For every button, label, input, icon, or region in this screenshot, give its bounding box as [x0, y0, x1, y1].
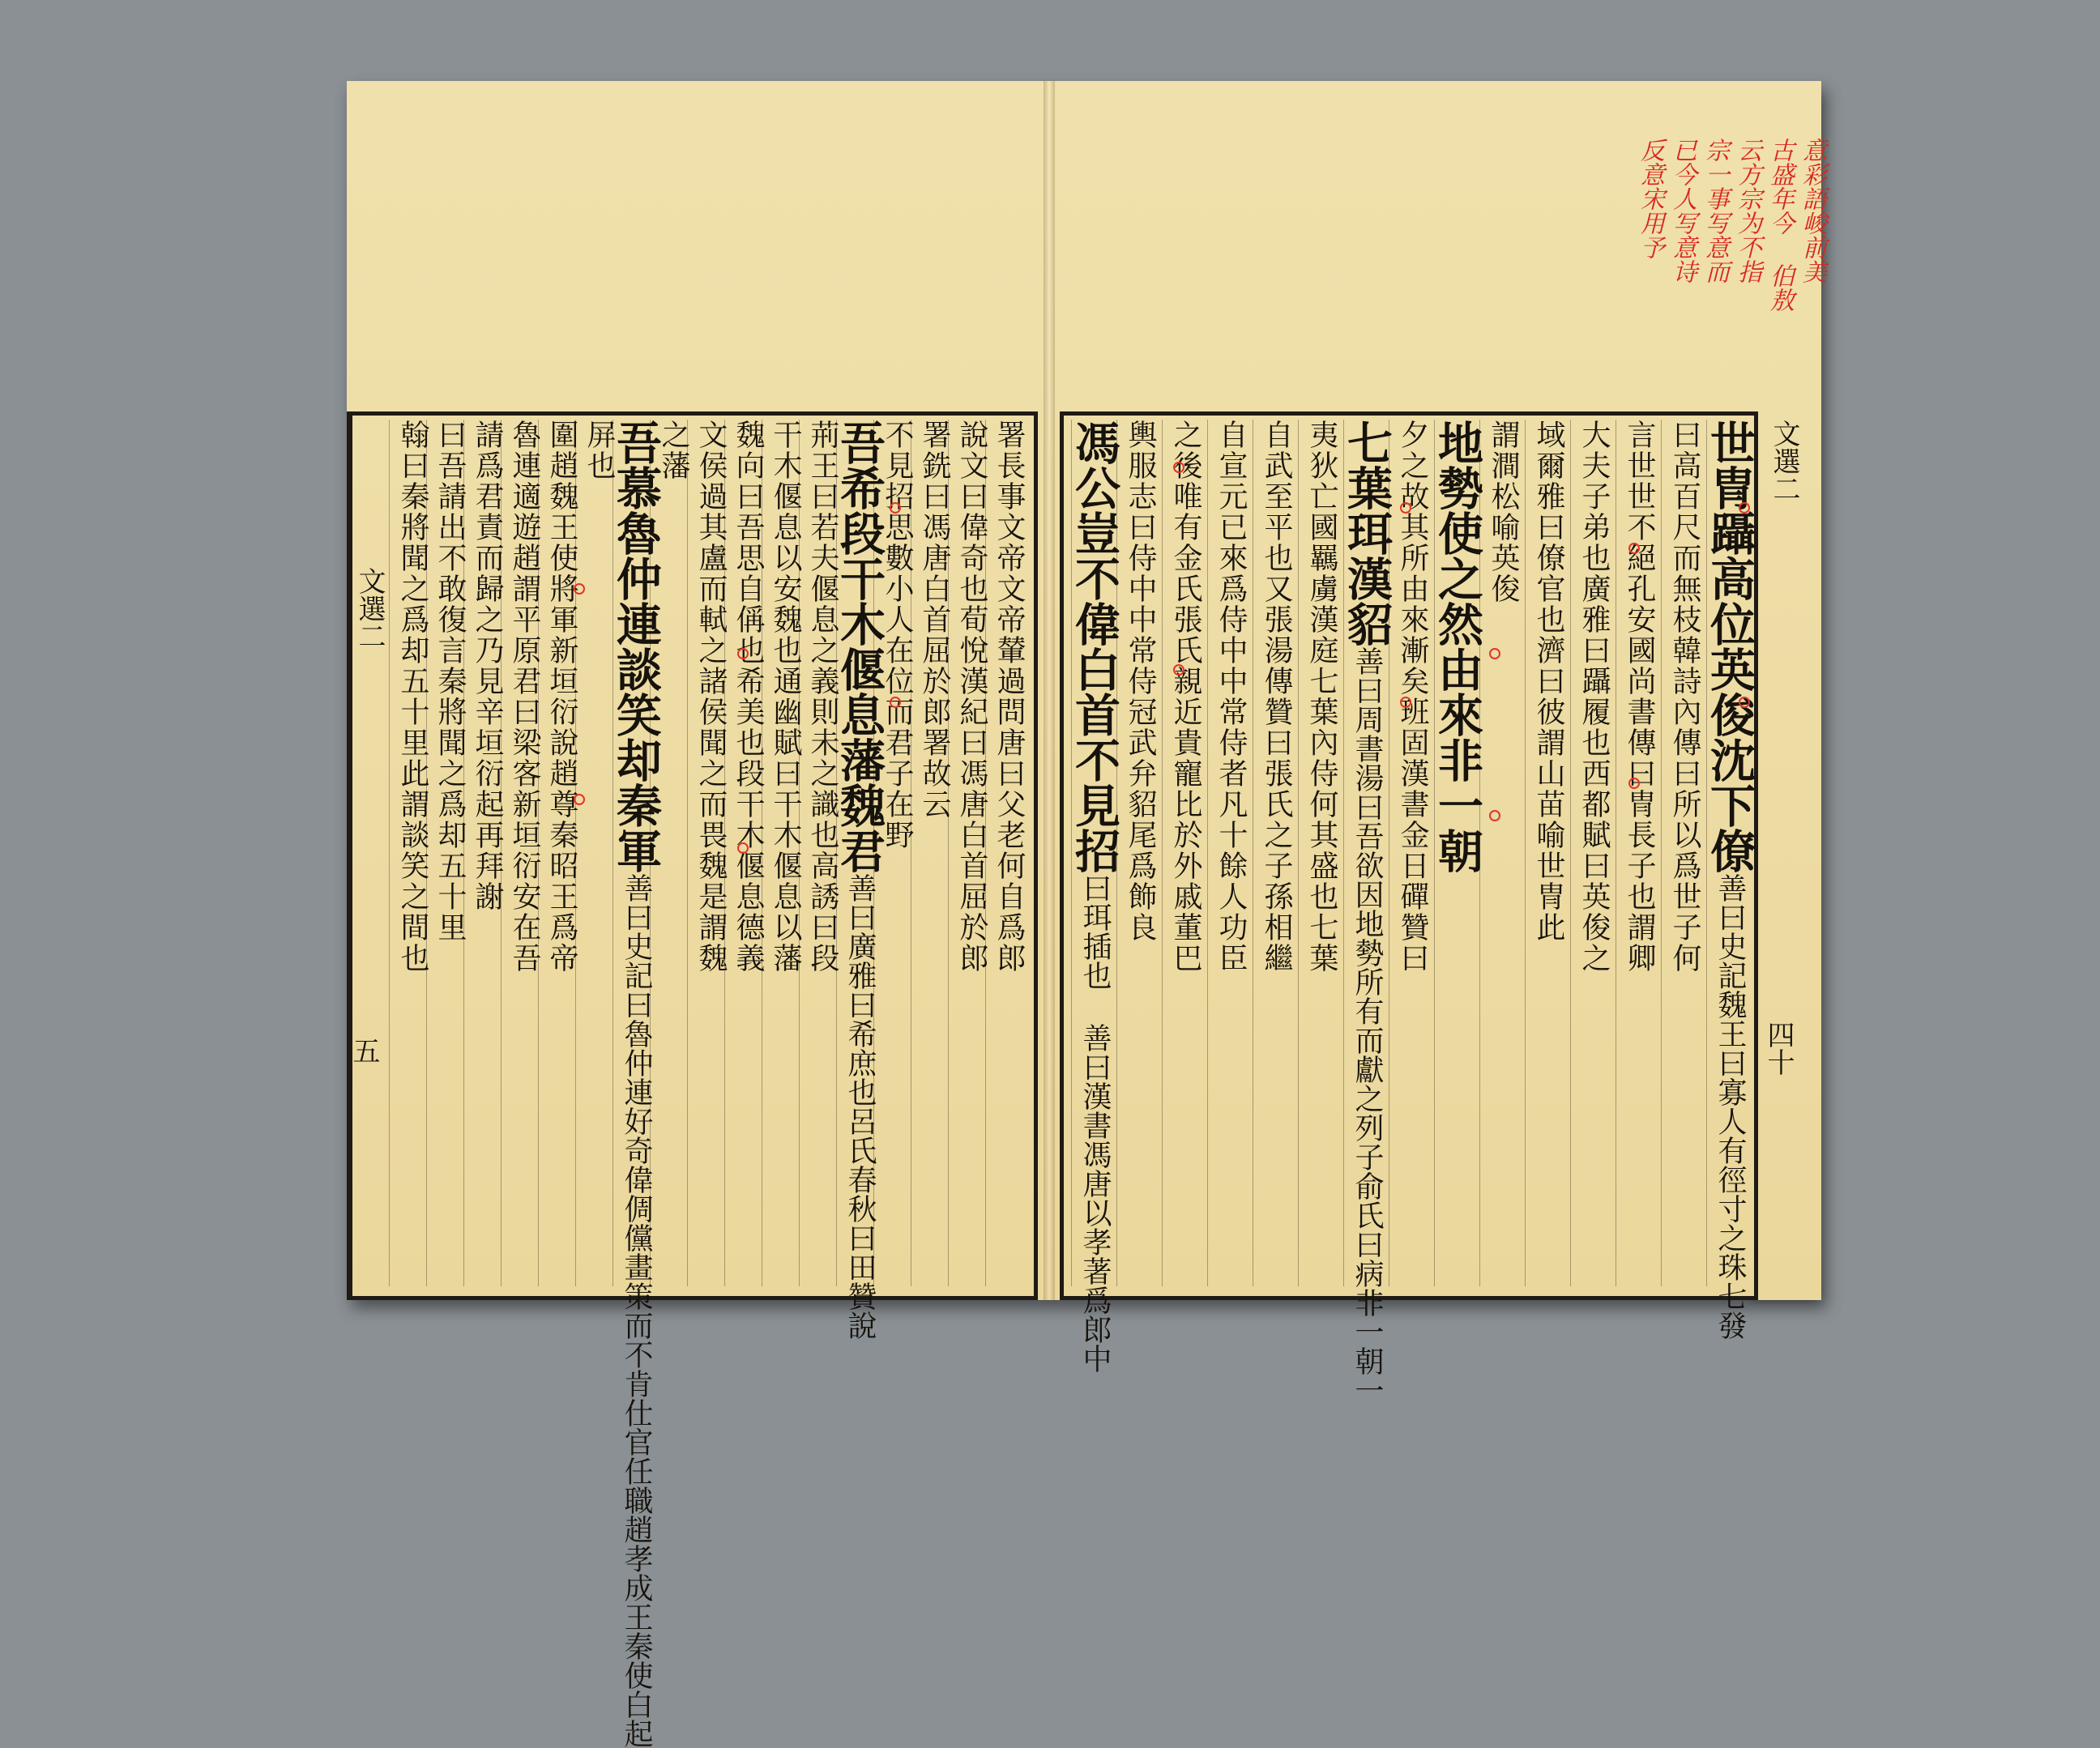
left_page-column: 圍趙魏王使將軍新垣衍說趙尊秦昭王爲帝	[545, 420, 578, 974]
column-rule	[1434, 420, 1435, 1286]
column-rule	[1706, 420, 1707, 1286]
right_page-column: 大夫子弟也廣雅曰躡履也西都賦曰英俊之	[1577, 420, 1611, 974]
left_page-column	[609, 420, 663, 1748]
left_page-column: 署長事文帝文帝輦過問唐曰父老何自爲郎	[992, 420, 1026, 974]
left_page-column: 屏也	[583, 420, 616, 481]
main-text: 地勢使之然由來非一朝	[1431, 420, 1484, 873]
commentary-text: 善曰史記曰魯仲連好奇偉倜儻畫策而不肯仕官任職趙孝成王秦使白起	[620, 873, 653, 1748]
left_page-column: 文侯過其盧而軾之諸侯聞之而畏魏是謂魏	[694, 420, 728, 974]
right_page-column: 域爾雅曰僚官也濟曰彼謂山苗喻世冑此	[1532, 420, 1565, 943]
red-punctuation-mark	[1489, 648, 1500, 659]
main-text: 七葉珥漢貂	[1340, 420, 1394, 646]
left_page-column	[833, 420, 886, 1340]
column-rule	[1207, 420, 1208, 1286]
right_page-column: 自宣元已來爲侍中中常侍者凡十餘人功臣	[1214, 420, 1248, 974]
left_page-column: 署銑曰馮唐白首屈於郎署故云	[918, 420, 951, 820]
red-punctuation-mark	[1489, 810, 1500, 821]
right_page-column	[1340, 420, 1394, 1405]
column-rule	[1570, 420, 1571, 1286]
red-punctuation-mark	[1739, 697, 1750, 708]
red-punctuation-mark	[1628, 778, 1640, 789]
left_page-column: 翰曰秦將聞之爲却五十里此謂談笑之間也	[396, 420, 429, 974]
left_page-column: 說文曰偉奇也荀悅漢紀曰馮唐白首屈於郎	[955, 420, 988, 974]
right_page-column	[1431, 420, 1484, 1286]
right-folio: 四十	[1762, 1021, 1795, 1076]
column-rule	[1525, 420, 1526, 1286]
left_page-column: 曰吾請出不敢復言秦將聞之爲却五十里	[433, 420, 467, 943]
column-rule	[389, 420, 390, 1286]
main-text: 馮公豈不偉白首不見招	[1068, 420, 1121, 873]
commentary-text: 善曰廣雅曰希庶也呂氏春秋曰田贊說	[843, 873, 877, 1340]
commentary-text: 善曰周書湯曰吾欲因地勢所有而獻之列子俞氏曰病非一朝一	[1351, 646, 1384, 1405]
column-rule	[1661, 420, 1662, 1286]
annotation-line: 意彩語峻前美	[1798, 138, 1826, 284]
red-punctuation-mark	[890, 697, 901, 708]
red-punctuation-mark	[1173, 664, 1184, 676]
red-punctuation-mark	[1400, 502, 1411, 514]
right_page-column	[1703, 420, 1756, 1340]
red-punctuation-mark	[890, 502, 901, 514]
red-punctuation-mark	[1739, 502, 1750, 514]
annotation-line: 古盛年今 伯敖	[1765, 138, 1794, 312]
annotation-line: 反意宋用予	[1636, 138, 1664, 259]
annotation-line: 宗一事写意而	[1701, 138, 1729, 284]
right_page-column: 之後唯有金氏張氏親近貴寵比於外戚董巴	[1169, 420, 1202, 974]
right_page-column: 自武至平也又張湯傳贊曰張氏之子孫相繼	[1260, 420, 1293, 974]
main-text: 吾慕魯仲連談笑却秦軍	[609, 420, 663, 873]
right_page-column: 輿服志曰侍中中常侍冠武弁貂尾爲飾良	[1124, 420, 1157, 943]
left_page-column: 魯連適遊趙謂平原君曰梁客新垣衍安在吾	[508, 420, 541, 974]
left_page-column: 請爲君責而歸之乃見辛垣衍起再拜謝	[471, 420, 504, 912]
main-text: 吾希段干木偃息藩魏君	[833, 420, 886, 873]
right_page-column: 夷狄亡國羈虜漢庭七葉內侍何其盛也七葉	[1305, 420, 1338, 974]
column-rule	[1343, 420, 1344, 1286]
right_page-column: 言世世不絕孔安國尚書傳曰冑長子也謂卿	[1623, 420, 1656, 974]
red-punctuation-mark	[1628, 543, 1640, 554]
left_page-column: 魏向曰吾思自偁也希美也段干木偃息德義	[732, 420, 765, 974]
annotation-line: 云方宗为不指	[1733, 138, 1761, 284]
left_page-column: 不見招思數小人在位而君子在野	[881, 420, 914, 851]
column-rule	[1162, 420, 1163, 1286]
left-margin-label: 文選二	[353, 567, 386, 650]
red-punctuation-mark	[737, 842, 749, 854]
open-book	[347, 81, 1826, 1748]
left_page-column: 干木偃息以安魏也通幽賦曰干木偃息以藩	[769, 420, 802, 974]
red-punctuation-mark	[1400, 697, 1411, 708]
column-rule	[1298, 420, 1299, 1286]
left_page-column: 之藩	[657, 420, 690, 481]
left-folio: 五	[348, 1037, 380, 1064]
annotation-line: 已今人写意诗	[1668, 138, 1697, 284]
right-margin-label: 文選二	[1768, 420, 1800, 502]
right_page-column: 曰高百尺而無枝韓詩內傳曰所以爲世子何	[1668, 420, 1701, 974]
right_page-column: 謂澗松喻英俊	[1487, 420, 1520, 604]
commentary-text: 善曰史記魏王曰寡人有徑寸之珠七發	[1714, 873, 1747, 1340]
red-punctuation-mark	[574, 794, 585, 805]
red-punctuation-mark	[574, 583, 585, 595]
column-rule	[1071, 420, 1072, 1286]
left_page-column: 荊王曰若夫偃息之義則未之識也高誘曰段	[806, 420, 839, 974]
book-gutter	[1044, 81, 1055, 1300]
red-punctuation-mark	[737, 648, 749, 659]
main-text: 世冑躡高位英俊沈下僚	[1703, 420, 1756, 873]
right_page-column: 夕之故其所由來漸矣班固漢書金日磾贊曰	[1396, 420, 1429, 974]
right_page-column	[1068, 420, 1121, 1373]
commentary-text: 曰珥插也 善曰漢書馮唐以孝著爲郎中	[1078, 873, 1112, 1373]
red-punctuation-mark	[1173, 462, 1184, 473]
